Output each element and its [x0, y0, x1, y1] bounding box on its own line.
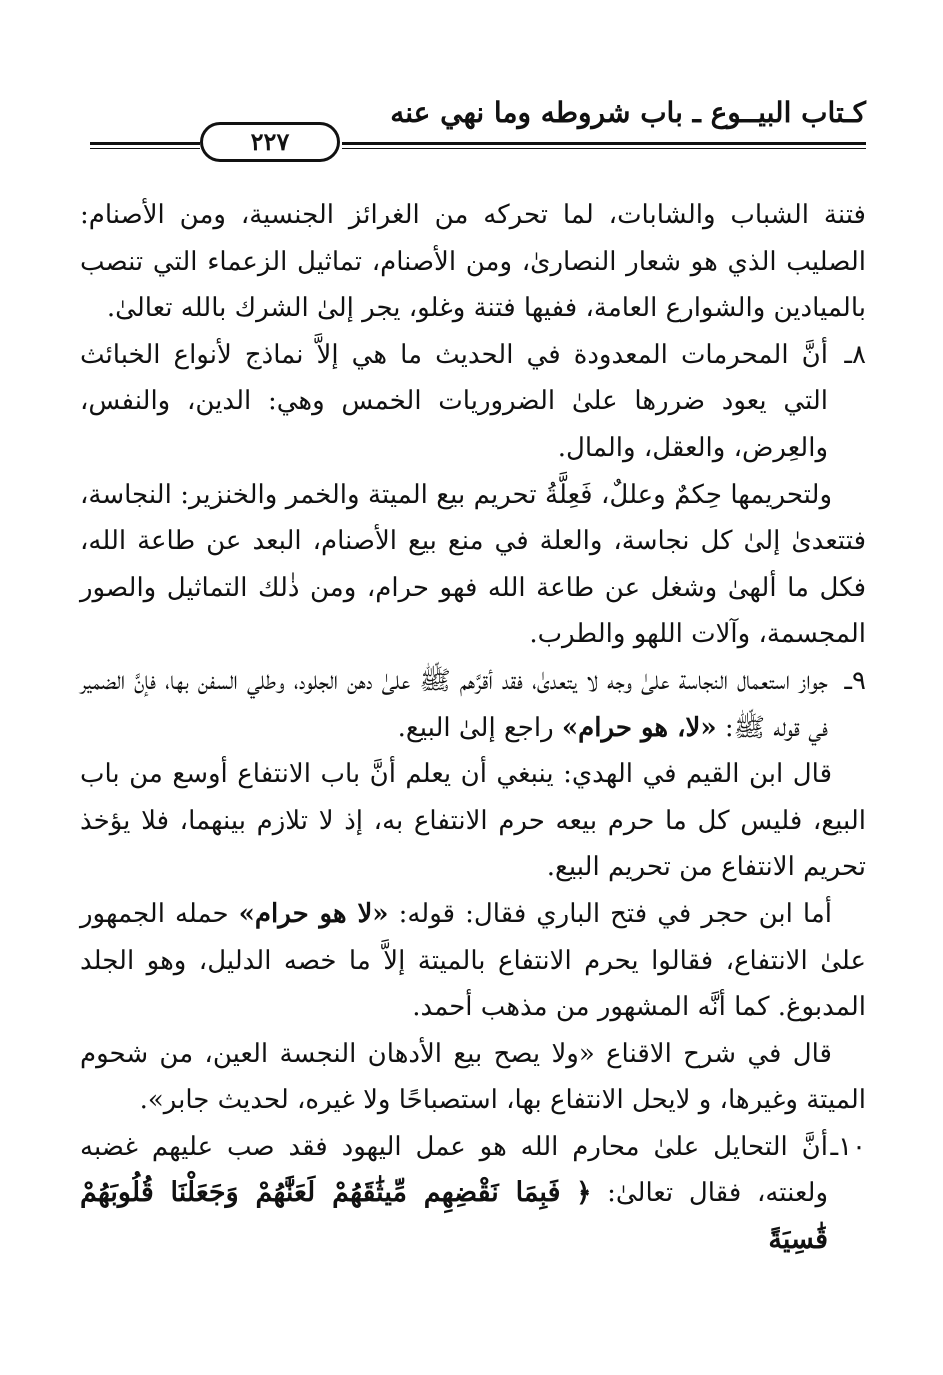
- quran-verse: فَبِمَا نَقْضِهِم مِّيثَٰقَهُمْ لَعَنَّٰهُمْ وَجَعَلْنَا قُلُوبَهُمْ قَٰسِيَةً: [80, 1177, 828, 1256]
- item-text-after: راجع إلىٰ البيع.: [397, 712, 562, 743]
- list-item-9: [80, 658, 866, 751]
- header-rule-left: [90, 142, 200, 145]
- paragraph-text-after: حمله الجمهور علىٰ الانتفاع، فقالوا يحرم الانتفاع بالميتة إلاَّ ما خصه الدليل، وهو الجلد المدبوغ. كما أنَّه المشهور من مذهب أحمد.: [80, 898, 866, 1023]
- item-text: أنَّ المحرمات المعدودة في الحديث ما هي إلاَّ نماذج لأنواع الخبائث التي يعود ضررها علىٰ الضروريات الخمس وهي: الدين، والنفس، والعِرض، والعقل، والمال.: [80, 339, 828, 463]
- header-rule-right: [342, 142, 866, 145]
- item-text-main: أنَّ التحايل علىٰ محارم الله هو عمل اليهود فقد صب عليهم غضبه ولعنته، فقال تعالىٰ:: [80, 1131, 828, 1209]
- paragraph-ibn-hajar: [80, 891, 866, 1031]
- paragraph-ibn-qayyim: قال ابن القيم في الهدي: ينبغي أن يعلم أنَّ باب الانتفاع أوسع من باب البيع، فليس كل ما حرم بيعه حرم الانتفاع به، إذ لا تلازم بينهما، فلا يؤخذ تحريم الانتفاع من تحريم البيع.: [80, 759, 866, 883]
- header-rule-right-thin: [342, 148, 866, 149]
- quran-bracket: ﴿: [576, 1178, 592, 1209]
- page-body: [80, 192, 866, 1264]
- hadith-quote: «لا، هو حرام»: [561, 712, 717, 743]
- header-rule-left-thin: [90, 148, 200, 149]
- item-text-before: جواز استعمال النجاسة علىٰ وجه لا يتعدىٰ، فقد أقرَّهم ﷺ علىٰ دهن الجلود، وطلي السفن بها، فإنَّ الضمير في قوله ﷺ:: [80, 665, 828, 743]
- item-text: [80, 658, 828, 751]
- page-number: ٢٢٧: [200, 122, 340, 162]
- page-header: [80, 96, 866, 166]
- hadith-quote: «لا هو حرام»: [238, 898, 389, 929]
- paragraph-text-before: أما ابن حجر في فتح الباري فقال: قوله:: [388, 898, 832, 929]
- item-number: ٨ـ: [844, 339, 866, 370]
- running-title: كـتاب البيــوع ـ باب شروطه وما نهي عنه: [390, 96, 866, 129]
- paragraph-iqna: قال في شرح الاقناع «ولا يصح بيع الأدهان النجسة العين، من شحوم الميتة وغيرها، و لايحل الانتفاع بها، استصباحًا ولا غيره، لحديث جابر».: [80, 1038, 866, 1116]
- item-number: ١٠ـ: [830, 1131, 866, 1162]
- item-text: [80, 1124, 828, 1264]
- paragraph-reasons: ولتحريمها حِكمٌ وعللٌ، فَعِلَّةُ تحريم بيع الميتة والخمر والخنزير: النجاسة، فتتعدىٰ إلىٰ كل نجاسة، والعلة في منع بيع الأصنام، البعد عن طاعة الله، فكل ما ألهىٰ وشغل عن طاعة الله فهو حرام، ومن ذٰلك التماثيل والصور المجسمة، وآلات اللهو والطرب.: [80, 479, 866, 650]
- paragraph-idols: فتنة الشباب والشابات، لما تحركه من الغرائز الجنسية، ومن الأصنام: الصليب الذي هو شعار النصارىٰ، ومن الأصنام، تماثيل الزعماء التي تنصب بالميادين والشوارع العامة، ففيها فتنة وغلو، يجر إلىٰ الشرك بالله تعالىٰ.: [80, 200, 866, 324]
- list-item-8: [80, 332, 866, 472]
- item-number: ٩ـ: [844, 665, 866, 696]
- list-item-10: [80, 1124, 866, 1264]
